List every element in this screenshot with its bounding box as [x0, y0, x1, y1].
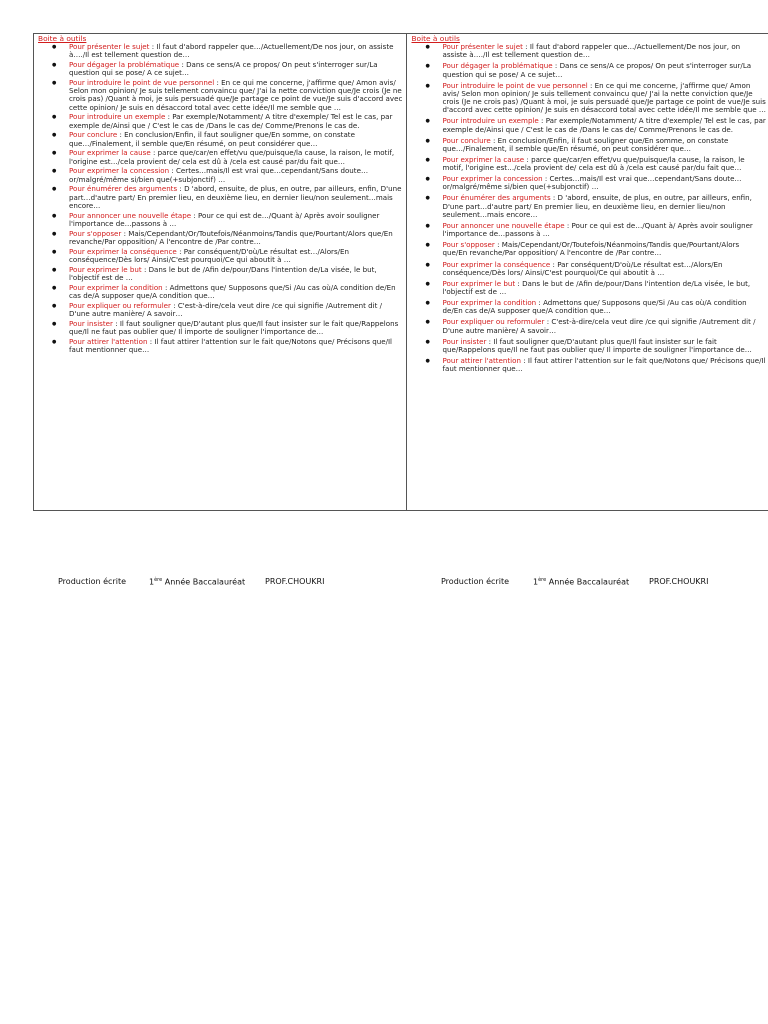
list-item: [442, 280, 766, 296]
footer-subject: Production écrite: [58, 577, 126, 586]
tip-label: Pour introduire un exemple: [442, 116, 539, 126]
tip-text: : Pour ce qui est de…/Quant à/ Après avoir souligner l'importance de…passons à …: [442, 220, 753, 239]
list-item: [69, 167, 404, 183]
list-item: [69, 43, 404, 59]
tip-text: : D 'abord, ensuite, de plus, en outre, par ailleurs, enfin, D'une part…d'autre part/ En premier lieu, en deuxième lieu, en dernier lieu/non seulement…mais encore…: [69, 184, 402, 210]
tip-text: : Il faut attirer l'attention sur le fait que/Notons que/ Précisons que/Il faut mentionner que…: [69, 336, 393, 354]
tip-label: Pour exprimer la concession: [69, 166, 170, 176]
tip-text: : Pour ce qui est de…/Quant à/ Après avoir souligner l'importance de…passons à …: [69, 210, 380, 228]
list-item: [442, 357, 766, 373]
tip-text: : Certes…mais/Il est vrai que…cependant/Sans doute…or/malgré/même si/bien que(+subjonctif) …: [442, 174, 742, 192]
list-item: [442, 318, 766, 334]
tip-label: Pour attirer l'attention: [442, 356, 521, 366]
tip-text: : En ce qui me concerne, j'affirme que/ Amon avis/ Selon mon opinion/ Je suis tellement convaincu que/ J'ai la nette conviction que/Je crois (Je ne crois pas) /Quant à moi, je suis persuadé que/Je partage ce point de vue/Je suis d'accord avec cette opinion/ Je suis en désaccord total avec cette idée/Il me semble que …: [442, 80, 766, 115]
tip-label: Pour dégager la problématique: [69, 60, 180, 69]
tip-label: Pour énumérer des arguments: [442, 193, 551, 203]
tip-label: Pour exprimer la condition: [69, 282, 163, 292]
tip-label: Pour insister: [69, 318, 113, 328]
tip-text: : Mais/Cependant/Or/Toutefois/Néanmoins/Tandis que/Pourtant/Alors que/En revanche/Par opposition/ A l'encontre de /Par contre…: [69, 228, 393, 246]
list-item: [69, 320, 404, 336]
tip-label: Pour exprimer la condition: [442, 298, 537, 308]
tip-label: Pour exprimer la cause: [442, 154, 525, 164]
tip-text: : Dans le but de /Afin de/pour/Dans l'intention de/La visée, le but, l'objectif est de …: [69, 264, 377, 282]
list-item: [442, 261, 766, 277]
tip-label: Pour présenter le sujet: [69, 42, 150, 51]
tip-label: Pour expliquer ou reformuler: [442, 317, 545, 327]
footer-teacher: PROF.CHOUKRI: [649, 577, 709, 586]
list-item: [442, 338, 766, 354]
list-item: [442, 82, 766, 115]
tip-label: Pour introduire le point de vue personnel: [442, 80, 588, 90]
tip-text: : Par exemple/Notamment/ A titre d'exemple/ Tel est le cas, par exemple de/Ainsi que / C'est le cas de /Dans le cas de/ Comme/Prenons le cas de.: [442, 116, 766, 134]
tip-label: Pour dégager la problématique: [442, 61, 553, 71]
toolbox-title: Boite à outils: [411, 34, 460, 43]
tip-text: : Dans le but de /Afin de/pour/Dans l'intention de/La visée, le but, l'objectif est de …: [442, 278, 751, 297]
tips-list: [411, 43, 766, 373]
tip-text: : parce que/car/en effet/vu que/puisque/la cause, la raison, le motif, l'origine est…/cela provient de/ cela est dû à /cela est causé par/du fait que…: [69, 148, 395, 166]
toolbox-column-left: [34, 34, 407, 510]
tip-label: Pour annoncer une nouvelle étape: [69, 210, 192, 220]
list-item: [69, 284, 404, 300]
tips-list: [38, 43, 404, 354]
footer-teacher: PROF.CHOUKRI: [265, 577, 325, 586]
tip-text: : En conclusion/Enfin, il faut souligner que/En somme, on constate que…/Finalement, il semble que/En résumé, on peut considérer que…: [69, 130, 355, 148]
list-item: [442, 175, 766, 191]
list-item: [69, 338, 404, 354]
list-item: [442, 222, 766, 238]
tip-text: : Il faut attirer l'attention sur le fait que/Notons que/ Précisons que/Il faut mentionner que…: [442, 356, 766, 374]
list-item: [442, 43, 766, 59]
list-item: [69, 61, 404, 77]
tip-label: Pour insister: [442, 336, 487, 346]
tip-text: : Admettons que/ Supposons que/Si /Au cas où/A condition de/En cas de/A supposer que/A condition que…: [69, 282, 396, 300]
tip-text: : Par conséquent/D'où/Le résultat est…/Alors/En conséquence/Dès lors/ Ainsi/C'est pourquoi/Ce qui aboutit à …: [442, 259, 723, 277]
tip-text: : Il faut souligner que/D'autant plus que/Il faut insister sur le fait que/Rappelons que/Il ne faut pas oublier que/ Il importe de souligner l'importance de…: [442, 336, 752, 354]
list-item: [442, 137, 766, 153]
tip-label: Pour exprimer la cause: [69, 148, 151, 158]
tip-text: : Il faut d'abord rappeler que…/Actuellement/De nos jour, on assiste à…./Il est tellement question de…: [442, 42, 741, 60]
tip-label: Pour exprimer la conséquence: [69, 246, 177, 256]
tip-text: : Il faut souligner que/D'autant plus que/Il faut insister sur le fait que/Rappelons que/Il ne faut pas oublier que/ Il importe de souligner l'importance de…: [69, 318, 399, 336]
list-item: [442, 62, 766, 78]
tip-label: Pour exprimer le but: [69, 264, 142, 274]
list-item: [442, 117, 766, 133]
list-item: [69, 248, 404, 264]
list-item: [69, 230, 404, 246]
tip-text: : Par exemple/Notamment/ A titre d'exemple/ Tel est le cas, par exemple de/Ainsi que / C'est le cas de /Dans le cas de/ Comme/Prenons le cas de.: [69, 112, 393, 130]
list-item: [69, 302, 404, 318]
footer-level: 1ère Année Baccalauréat: [149, 577, 246, 587]
tip-label: Pour exprimer la concession: [442, 174, 543, 184]
list-item: [442, 299, 766, 315]
tip-label: Pour exprimer la conséquence: [442, 259, 551, 269]
toolbox-table: [33, 33, 768, 511]
list-item: [69, 212, 404, 228]
tip-text: : En conclusion/Enfin, il faut souligner que/En somme, on constate que…/Finalement, il semble que/En résumé, on peut considérer que…: [442, 135, 729, 153]
list-item: [69, 185, 404, 210]
toolbox-column-right: [407, 34, 768, 510]
tip-label: Pour attirer l'attention: [69, 336, 148, 346]
tip-text: : Mais/Cependant/Or/Toutefois/Néanmoins/Tandis que/Pourtant/Alors que/En revanche/Par opposition/ A l'encontre de /Par contre…: [442, 240, 740, 258]
footer-subject: Production écrite: [441, 577, 509, 586]
list-item: [69, 79, 404, 112]
list-item: [442, 241, 766, 257]
list-item: [442, 156, 766, 172]
tip-text: : Dans ce sens/A ce propos/ On peut s'interroger sur/La question qui se pose/ A ce sujet…: [442, 61, 752, 79]
list-item: [69, 266, 404, 282]
tip-label: Pour conclure: [69, 130, 118, 140]
footer-level: 1ère Année Baccalauréat: [533, 577, 630, 587]
list-item: [442, 194, 766, 219]
tip-text: : D 'abord, ensuite, de plus, en outre, par ailleurs, enfin, D'une part…d'autre part/ En premier lieu, en deuxième lieu, en dernier lieu/non seulement…mais encore…: [442, 193, 752, 219]
list-item: [69, 149, 404, 165]
tip-label: Pour conclure: [442, 135, 491, 145]
tip-label: Pour s'opposer: [442, 240, 495, 250]
tip-label: Pour énumérer des arguments: [69, 184, 178, 194]
tip-label: Pour s'opposer: [69, 228, 122, 238]
toolbox-title: Boite à outils: [38, 34, 87, 43]
tip-label: Pour introduire le point de vue personnel: [69, 78, 215, 87]
tip-label: Pour introduire un exemple: [69, 112, 166, 122]
tip-text: : C'est-à-dire/cela veut dire /ce qui signifie /Autrement dit / D'une autre manière/ A savoir…: [442, 317, 756, 335]
tip-label: Pour présenter le sujet: [442, 42, 523, 51]
tip-text: : Dans ce sens/A ce propos/ On peut s'interroger sur/La question qui se pose/ A ce sujet…: [69, 60, 378, 78]
tip-text: : C'est-à-dire/cela veut dire /ce qui signifie /Autrement dit / D'une autre manière/ A savoir…: [69, 300, 383, 318]
list-item: [69, 113, 404, 129]
list-item: [69, 131, 404, 147]
tip-text: : Admettons que/ Supposons que/Si /Au cas où/A condition de/En cas de/A supposer que/A condition que…: [442, 298, 747, 316]
tip-label: Pour annoncer une nouvelle étape: [442, 220, 565, 230]
tip-label: Pour exprimer le but: [442, 278, 516, 288]
tip-text: : parce que/car/en effet/vu que/puisque/la cause, la raison, le motif, l'origine est…/cela provient de/ cela est dû à /cela est causé par/du fait que…: [442, 154, 745, 173]
tip-text: : Certes…mais/Il est vrai que…cependant/Sans doute…or/malgré/même si/bien que(+subjonctif) …: [69, 166, 369, 184]
tip-text: : En ce qui me concerne, j'affirme que/ Amon avis/ Selon mon opinion/ Je suis tellement convaincu que/ J'ai la nette conviction que/Je crois (Je ne crois pas) /Quant à moi, je suis persuadé que/Je partage ce point de vue/Je suis d'accord avec cette opinion/ Je suis en désaccord total avec cette idée/Il me semble que …: [69, 78, 403, 112]
tip-text: : Il faut d'abord rappeler que…/Actuellement/De nos jour, on assiste à…./Il est tellement question de…: [69, 42, 394, 60]
tip-text: : Par conséquent/D'où/Le résultat est…/Alors/En conséquence/Dès lors/ Ainsi/C'est pourquoi/Ce qui aboutit à …: [69, 246, 350, 264]
tip-label: Pour expliquer ou reformuler: [69, 300, 171, 310]
